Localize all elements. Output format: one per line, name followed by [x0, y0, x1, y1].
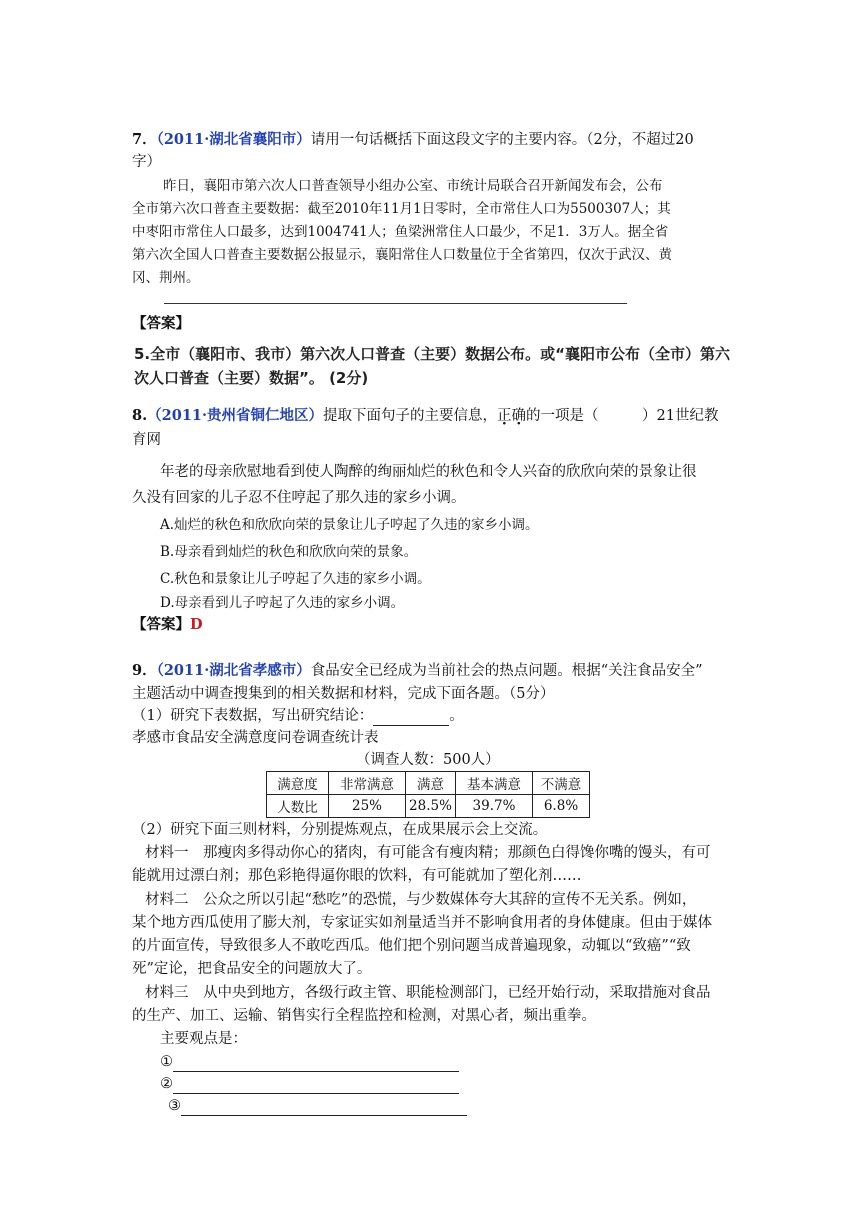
q9-heading: [132, 661, 703, 681]
q8-prompt-cont: 育网: [132, 432, 161, 448]
q8-heading: [132, 406, 719, 426]
table-cell: 39.7%: [456, 795, 533, 818]
q8-answer: [132, 615, 203, 635]
q9-sub1: [132, 706, 464, 726]
q9-table-note: （调查人数：500人）: [356, 752, 500, 768]
q9-view-line-2: [160, 1074, 459, 1094]
q7-prompt: 请用一句话概括下面这段文字的主要内容。（2分，不超过20: [310, 132, 694, 148]
table-cell: 28.5%: [406, 795, 456, 818]
q9-material-line: 的片面宣传，导致很多人不敢吃西瓜。他们把个别问题当成普遍现象，动辄以“致癌”“致: [132, 938, 691, 954]
q9-prompt: 食品安全已经成为当前社会的热点问题。根据“关注食品安全”: [310, 663, 703, 679]
q8-source-close: ）: [308, 407, 324, 424]
q7-heading: [132, 130, 694, 150]
q8-option-c: C.秋色和景象让儿子哼起了久违的家乡小调。: [160, 571, 431, 587]
table-row: [267, 772, 590, 795]
q7-prompt-cont: 字）: [132, 154, 161, 170]
q9-source: 2011·湖北省孝感市: [163, 662, 297, 679]
q9-view-line-3: [168, 1096, 467, 1116]
q9-source-close: ）: [296, 662, 311, 679]
q9-number: 9．: [132, 662, 157, 679]
q8-emphasis-char: 确: [511, 408, 527, 424]
table-row: [267, 795, 590, 818]
table-header-cell: 满意度: [267, 772, 329, 795]
q8-answer-value: D: [190, 616, 203, 633]
q9-view-mark: ②: [160, 1076, 173, 1092]
q9-material-line: 材料一 那瘦肉多得动你心的猪肉，有可能含有瘦肉精；那颜色白得馋你嘴的馒头，有可: [145, 845, 711, 861]
q9-stats-table: [266, 771, 590, 818]
table-cell: 人数比: [267, 795, 329, 818]
q9-material-line: 材料二 公众之所以引起“愁吃”的恐慌，与少数媒体夸大其辞的宣传不无关系。例如，: [145, 892, 697, 908]
q7-number: 7．: [132, 131, 157, 148]
table-header-cell: 基本满意: [456, 772, 533, 795]
table-header-cell: 不满意: [533, 772, 590, 795]
q8-source-open: （: [147, 407, 162, 424]
q8-option-d: D.母亲看到儿子哼起了久违的家乡小调。: [160, 595, 405, 611]
q9-view-blank[interactable]: [181, 1099, 467, 1116]
q8-passage-line: 久没有回家的儿子忍不住哼起了那久违的家乡小调。: [132, 490, 466, 506]
table-cell: 6.8%: [533, 795, 590, 818]
q7-passage-line: 中枣阳市常住人口最多，达到1004741人；鱼梁洲常住人口最少，不足1．3万人。据全省: [132, 224, 669, 240]
table-header-cell: 非常满意: [329, 772, 406, 795]
q7-passage-line: 第六次全国人口普查主要数据公报显示，襄阳常住人口数量位于全省第四，仅次于武汉、黄: [132, 247, 672, 263]
q9-sub1-text: （1）研究下表数据，写出研究结论：: [132, 708, 374, 724]
q9-view-blank[interactable]: [173, 1077, 459, 1094]
q9-sub1-blank: [373, 709, 449, 726]
q9-view-line-1: [160, 1052, 459, 1072]
q9-view-blank[interactable]: [173, 1055, 459, 1072]
q8-source: 2011·贵州省铜仁地区: [161, 407, 309, 424]
q7-source-open: （: [156, 131, 164, 148]
q8-prompt: 提取下面句子的主要信息，: [323, 408, 498, 424]
q8-answer-label: 【答案】: [132, 616, 190, 633]
q7-answer-label: 【答案】: [132, 315, 190, 332]
q7-answer-blank-line: [164, 303, 627, 304]
q9-material-line: 某个地方西瓜使用了膨大剂，专家证实如剂量适当并不影响食用者的身体健康。但由于媒体: [132, 915, 712, 931]
q8-passage-line: 年老的母亲欣慰地看到使人陶醉的绚丽灿烂的秋色和令人兴奋的欣欣向荣的景象让很: [160, 464, 697, 480]
q8-number: 8.: [132, 407, 148, 424]
q9-source-open: （: [156, 662, 164, 679]
q9-view-mark: ①: [160, 1054, 173, 1070]
q8-prompt-tail: 的一项是（ ）21世纪教: [526, 408, 719, 424]
q9-material-line: 的生产、加工、运输、销售实行全程监控和检测，对黑心者，频出重拳。: [132, 1008, 596, 1024]
q8-option-b: B.母亲看到灿烂的秋色和欣欣向荣的景象。: [160, 544, 418, 560]
q7-answer-line: 次人口普查（主要）数据”。 (2分): [134, 369, 369, 387]
q9-sub2: （2）研究下面三则材料，分别提炼观点，在成果展示会上交流。: [132, 822, 548, 838]
q7-passage-line: 全市第六次口普查主要数据：截至2010年11月1日零时，全市常住人口为5500307人；其: [132, 201, 671, 217]
q7-source-close: ）: [296, 131, 311, 148]
q9-material-line: 死”定论，把食品安全的问题放大了。: [132, 961, 372, 977]
q8-emphasis-char: 正: [497, 408, 512, 424]
q9-material-line: 材料三 从中央到地方，各级行政主管、职能检测部门，已经开始行动，采取措施对食品: [145, 985, 711, 1001]
q7-passage-line: 冈、荆州。: [132, 270, 200, 286]
q8-option-a: A.灿烂的秋色和欣欣向荣的景象让儿子哼起了久违的家乡小调。: [160, 517, 539, 533]
q9-view-mark: ③: [168, 1098, 181, 1114]
q9-prompt-cont: 主题活动中调查搜集到的相关数据和材料，完成下面各题。（5分）: [132, 686, 555, 702]
table-header-cell: 满意: [406, 772, 456, 795]
q9-sub1-end: 。: [449, 708, 464, 724]
q7-source: 2011·湖北省襄阳市: [163, 131, 297, 148]
q9-views-label: 主要观点是：: [160, 1031, 247, 1047]
q7-answer-line: 5.全市（襄阳市、我市）第六次人口普查（主要）数据公布。或“襄阳市公布（全市）第六: [134, 345, 730, 363]
q9-table-title: 孝感市食品安全满意度问卷调查统计表: [132, 730, 379, 746]
q9-material-line: 能就用过漂白剂；那色彩艳得逼你眼的饮料，有可能就加了塑化剂……: [132, 868, 582, 884]
q7-passage-line: 昨日，襄阳市第六次人口普查领导小组办公室、市统计局联合召开新闻发布会，公布: [163, 178, 663, 194]
table-cell: 25%: [329, 795, 406, 818]
